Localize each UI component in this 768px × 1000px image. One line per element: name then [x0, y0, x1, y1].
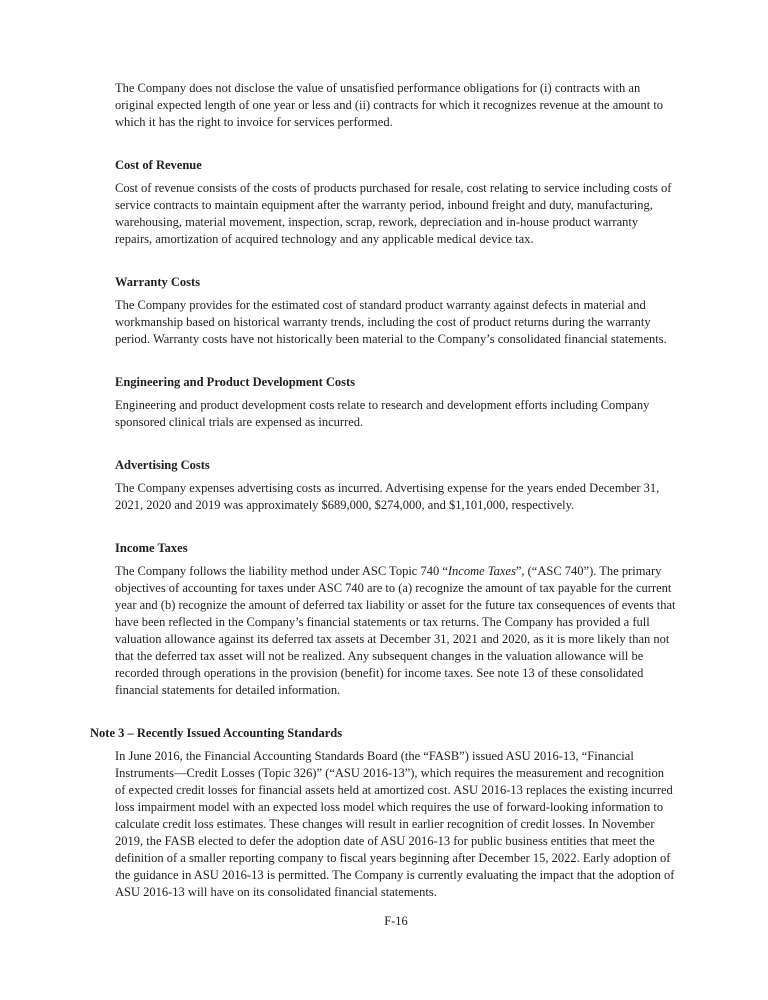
section-heading-warranty-costs: Warranty Costs [115, 275, 201, 289]
section-heading-advertising-costs: Advertising Costs [115, 458, 210, 472]
section-heading-cost-of-revenue: Cost of Revenue [115, 158, 202, 172]
section-heading-engineering-product-development: Engineering and Product Development Costs [115, 375, 356, 389]
income-taxes-text-before: The Company follows the liability method under ASC Topic 740 “ [115, 564, 448, 578]
page-number: F-16 [384, 914, 408, 928]
intro-paragraph: The Company does not disclose the value of unsatisfied performance obligations for (i) contracts with an original expected length of one year or less and (ii) contracts for which it recognizes revenue at the amount to which it has the right to invoice for services performed. [115, 81, 664, 129]
section-paragraph-advertising-costs: The Company expenses advertising costs as incurred. Advertising expense for the years ended December 31, 2021, 2020 and 2019 was approximately $689,000, $274,000, and $1,101,000, respectively. [115, 481, 660, 512]
income-taxes-text-after: ”, (“ASC 740”). The primary objectives of accounting for taxes under ASC 740 are to (a) recognize the amount of tax payable for the current year and (b) recognize the amount of deferred tax liability or asset for the future tax consequences of events that have been reflected in the Company’s financial statements or tax returns. The Company has provided a full valuation allowance against its deferred tax assets at December 31, 2021 and 2020, as it is more likely than not that the deferred tax asset will not be realized. Any subsequent changes in the valuation allowance will be recorded through operations in the provision (benefit) for income taxes. See note 13 of these consolidated financial statements for detailed information. [115, 564, 676, 697]
note-3-paragraph: In June 2016, the Financial Accounting Standards Board (the “FASB”) issued ASU 2016-13, “Financial Instruments—Credit Losses (Topic 326)” (“ASU 2016-13”), which requires the measurement and recognition of expected credit losses for financial assets held at amortized cost. ASU 2016-13 replaces the existing incurred loss impairment model with an expected loss model which requires the use of forward-looking information to calculate credit loss estimates. These changes will result in earlier recognition of credit losses. In November 2019, the FASB elected to defer the adoption date of ASU 2016-13 for public business entities that meet the definition of a smaller reporting company to fiscal years beginning after December 15, 2022. Early adoption of the guidance in ASU 2016-13 is permitted. The Company is currently evaluating the impact that the adoption of ASU 2016-13 will have on its consolidated financial statements. [115, 749, 675, 899]
section-paragraph-income-taxes [115, 563, 677, 699]
section-paragraph-cost-of-revenue: Cost of revenue consists of the costs of products purchased for resale, cost relating to service including costs of service contracts to maintain equipment after the warranty period, inbound freight and duty, manufacturing, warehousing, material movement, inspection, scrap, rework, depreciation and in-house product warranty repairs, amortization of acquired technology and any applicable medical device tax. [115, 181, 672, 246]
note-3-heading: Note 3 – Recently Issued Accounting Standards [90, 726, 343, 740]
section-heading-income-taxes: Income Taxes [115, 541, 188, 555]
section-paragraph-warranty-costs: The Company provides for the estimated cost of standard product warranty against defects in material and workmanship based on historical warranty trends, including the cost of product returns during the warranty period. Warranty costs have not historically been material to the Company’s consolidated financial statements. [115, 298, 667, 346]
section-paragraph-engineering-product-development: Engineering and product development costs relate to research and development efforts including Company sponsored clinical trials are expensed as incurred. [115, 398, 650, 429]
income-taxes-italic-term: Income Taxes [447, 564, 516, 578]
